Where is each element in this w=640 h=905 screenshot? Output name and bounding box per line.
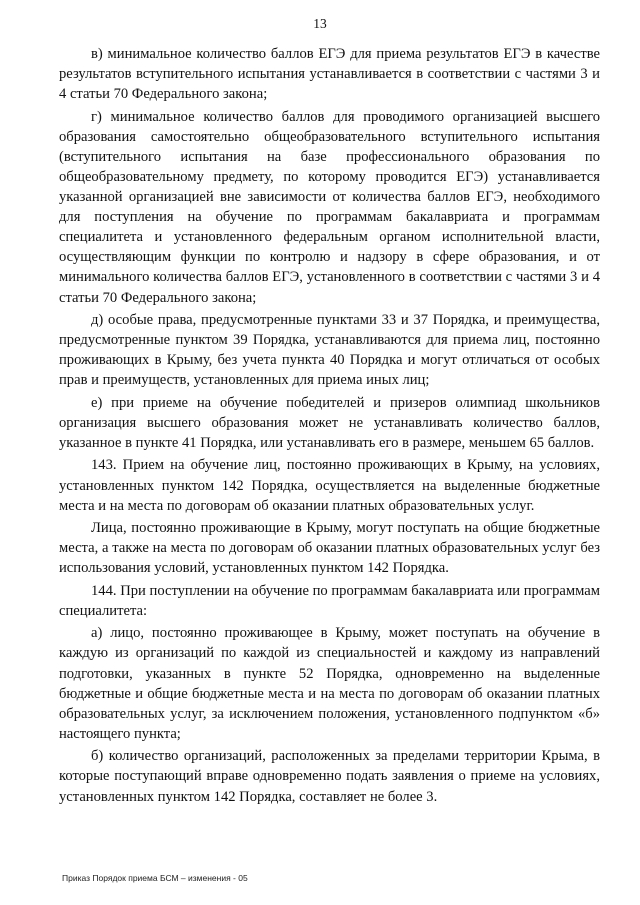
paragraph-144-b: б) количество организаций, расположенных за пределами территории Крыма, в которые поступающий вправе одновременно подать заявления о приеме на условиях, установленных пунктом 142 Порядка, составляет не более 3. [59,748,600,805]
paragraph-d-special-rights: д) особые права, предусмотренные пунктами 33 и 37 Порядка, и преимущества, предусмотренные пунктом 39 Порядка, устанавливаются для приема лиц, постоянно проживающих в Крыму, без учета пункта 40 Порядка и могут отличаться от особых прав и преимуществ, установленных для приема иных лиц; [59,312,600,389]
paragraph-g-min-own-exam-score: г) минимальное количество баллов для проводимого организацией высшего образования самостоятельно общеобразовательного вступительного испытания (вступительного испытания на базе профессионального образования по общеобразовательному предмету, по которому проводится ЕГЭ) устанавливается указанной организацией вне зависимости от количества баллов ЕГЭ, необходимого для поступления на обучение по программам бакалавриата и программам специалитета и установленного федеральным органом исполнительной власти, осуществляющим функции по контролю и надзору в сфере образования, и от минимального количества баллов ЕГЭ, установленного в соответствии с частями 3 и 4 статьи 70 Федерального закона; [59,108,600,306]
paragraph-144-a: а) лицо, постоянно проживающее в Крыму, может поступать на обучение в каждую из организаций по каждой из специальностей и каждому из направлений подготовки, указанных в пункте 52 Порядка, одновременно на выделенные бюджетные и общие бюджетные места и на места по договорам об оказании платных образовательных услуг, за исключением положения, установленного подпунктом «б» настоящего пункта; [59,625,600,742]
document-footer: Приказ Порядок приема БСМ – изменения - 05 [62,873,248,883]
paragraph-143-general-places: Лица, постоянно проживающие в Крыму, могут поступать на общие бюджетные места, а также на места по договорам об оказании платных образовательных услуг без использования условий, установленных пунктом 142 Порядка. [59,520,600,577]
paragraph-e-olympiad-winners: е) при приеме на обучение победителей и призеров олимпиад школьников организация высшего образования может не устанавливать количество баллов, указанное в пункте 41 Порядка, или устанавливать его в размере, меньшем 65 баллов. [59,394,600,451]
document-body [59,44,600,809]
paragraph-144-intro: 144. При поступлении на обучение по программам бакалавриата или программам специалитета: [59,582,600,619]
page-number: 13 [313,16,327,31]
paragraph-143-admission: 143. Прием на обучение лиц, постоянно проживающих в Крыму, на условиях, установленных пунктом 142 Порядка, осуществляется на выделенные бюджетные места и на места по договорам об оказании платных образовательных услуг. [59,457,600,514]
paragraph-v-min-ege-score: в) минимальное количество баллов ЕГЭ для приема результатов ЕГЭ в качестве результатов вступительного испытания устанавливается в соответствии с частями 3 и 4 статьи 70 Федерального закона; [59,46,600,103]
